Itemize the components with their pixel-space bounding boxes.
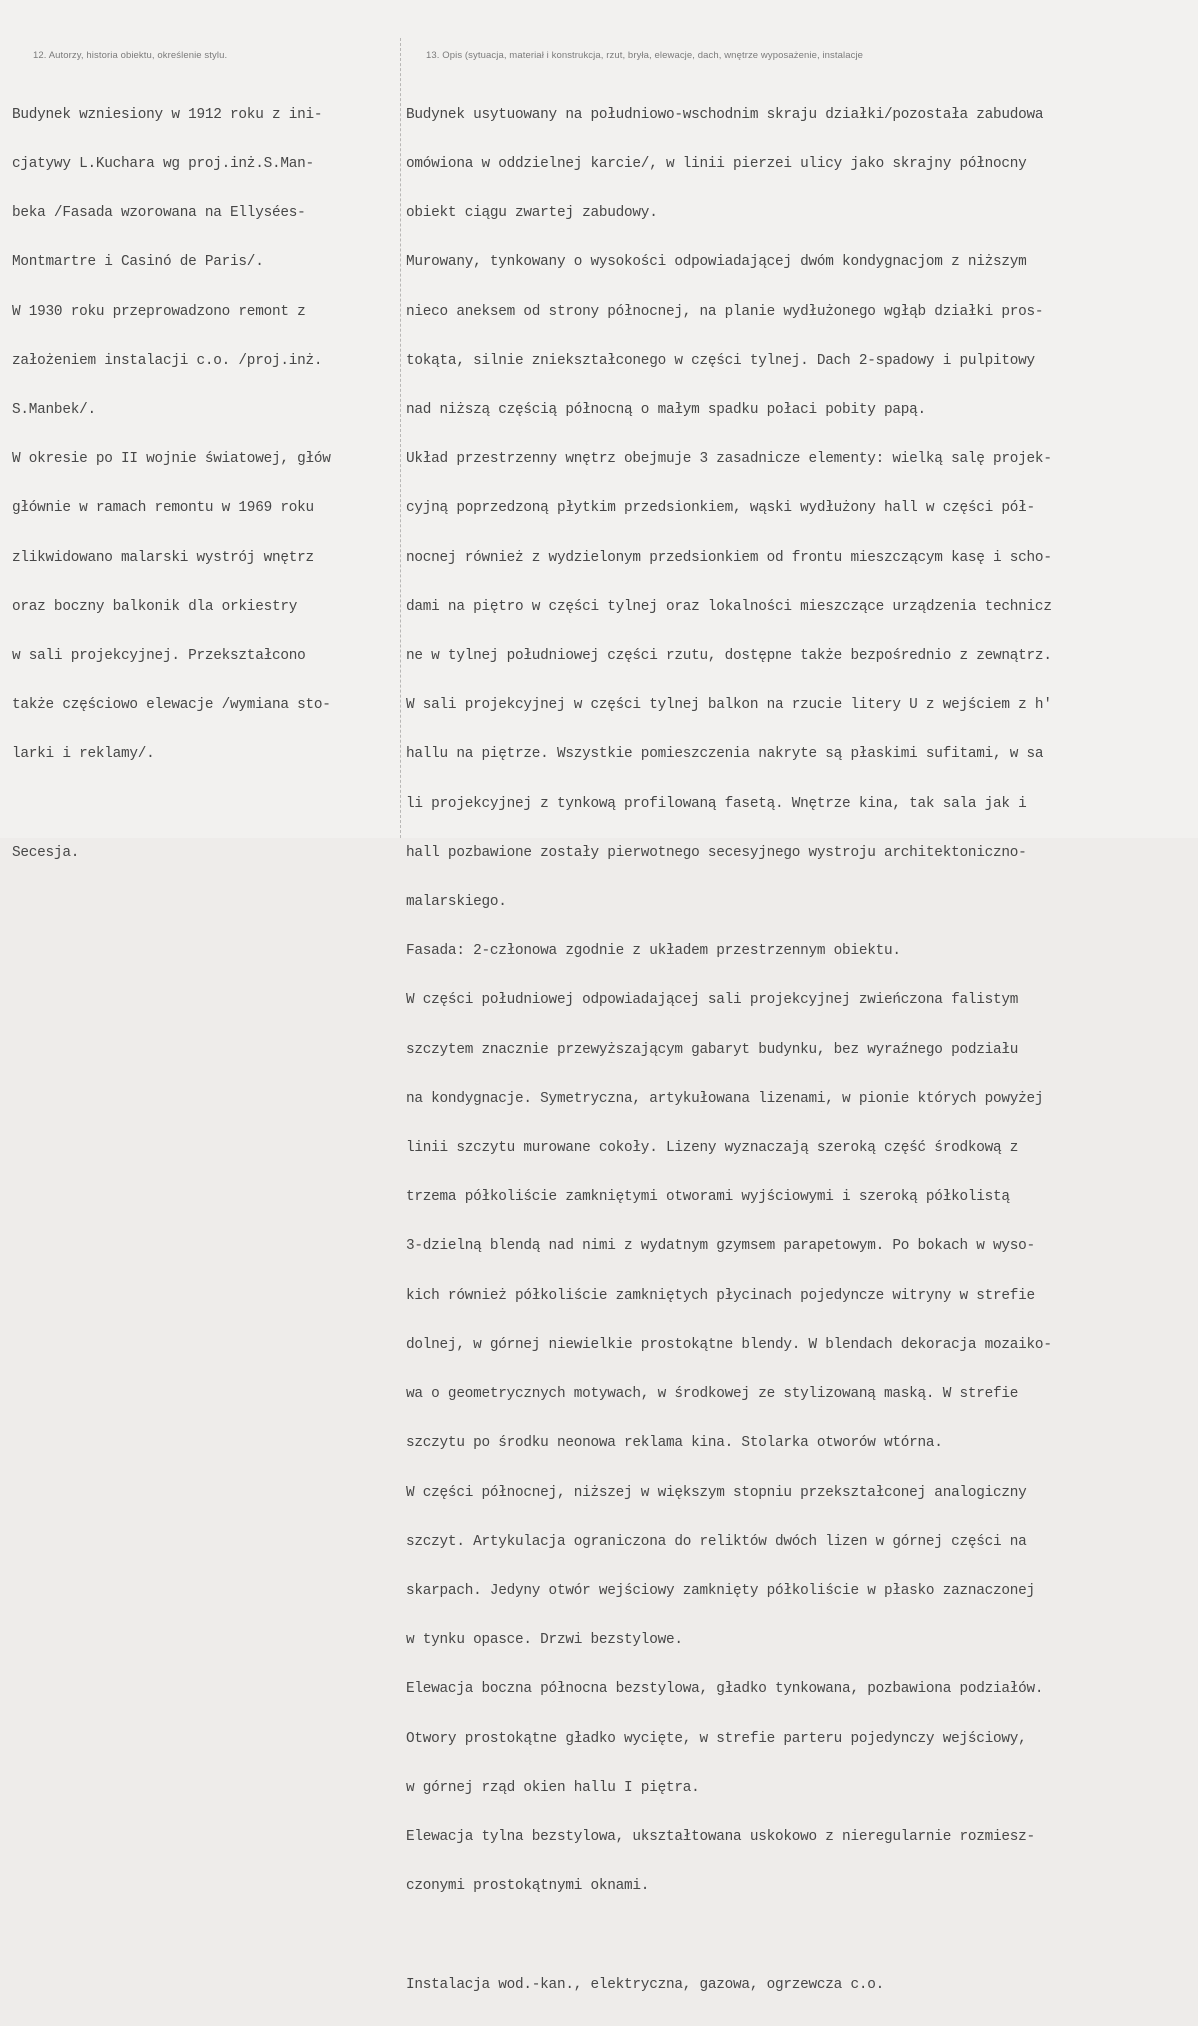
text-line: nieco aneksem od strony północnej, na planie wydłużonego wgłąb działki pros- <box>406 303 1044 320</box>
text-line: na kondygnacje. Symetryczna, artykułowana lizenami, w pionie których powyżej <box>406 1090 1044 1107</box>
text-line: szczytu po środku neonowa reklama kina. Stolarka otworów wtórna. <box>406 1435 943 1452</box>
text-line: czonymi prostokątnymi oknami. <box>406 1878 650 1895</box>
text-line: kich również półkoliście zamkniętych płycinach pojedyncze witryny w strefie <box>406 1287 1035 1304</box>
text-line: S.Manbek/. <box>12 402 96 419</box>
text-line: larki i reklamy/. <box>12 746 155 763</box>
text-line: dolnej, w górnej niewielkie prostokątne blendy. W blendach dekoracja mozaiko- <box>406 1336 1052 1353</box>
text-line: malarskiego. <box>406 894 507 911</box>
text-line: Układ przestrzenny wnętrz obejmuje 3 zasadnicze elementy: wielką salę projek- <box>406 451 1052 468</box>
left-column-text <box>12 74 331 894</box>
style-label: Secesja. <box>12 844 80 861</box>
text-line: cyjną poprzedzoną płytkim przedsionkiem, wąski wydłużony hall w części pół- <box>406 500 1035 517</box>
text-line: W okresie po II wojnie światowej, głów <box>12 451 331 468</box>
blank-line <box>406 1927 1052 1943</box>
header-description: 13. Opis (sytuacja, materiał i konstrukcja, rzut, bryła, elewacje, dach, wnętrze wyposażenie, instalacje <box>426 50 864 61</box>
text-line: Budynek wzniesiony w 1912 roku z ini- <box>12 106 323 123</box>
text-line: w sali projekcyjnej. Przekształcono <box>12 648 306 665</box>
text-line: wa o geometrycznych motywach, w środkowej ze stylizowaną maską. W strefie <box>406 1386 1019 1403</box>
text-line: głównie w ramach remontu w 1969 roku <box>12 500 314 517</box>
text-line: W sali projekcyjnej w części tylnej balkon na rzucie litery U z wejściem z h' <box>406 697 1052 714</box>
text-line: dami na piętro w części tylnej oraz lokalności mieszczące urządzenia technicz <box>406 598 1052 615</box>
text-line: W części północnej, niższej w większym stopniu przekształconej analogiczny <box>406 1484 1027 1501</box>
text-line: obiekt ciągu zwartej zabudowy. <box>406 205 658 222</box>
text-line: linii szczytu murowane cokoły. Lizeny wyznaczają szeroką część środkową z <box>406 1140 1019 1157</box>
text-line: hall pozbawione zostały pierwotnego secesyjnego wystroju architektoniczno- <box>406 844 1027 861</box>
text-line: nad niższą częścią północną o małym spadku połaci pobity papą. <box>406 402 926 419</box>
text-line: Instalacja wod.-kan., elektryczna, gazowa, ogrzewcza c.o. <box>406 1976 884 1993</box>
text-line: oraz boczny balkonik dla orkiestry <box>12 598 298 615</box>
text-line: Montmartre i Casinó de Paris/. <box>12 254 264 271</box>
text-line: hallu na piętrze. Wszystkie pomieszczenia nakryte są płaskimi sufitami, w sa <box>406 746 1044 763</box>
column-divider <box>400 38 401 838</box>
right-column-text <box>406 74 1052 2026</box>
text-line: szczyt. Artykulacja ograniczona do reliktów dwóch lizen w górnej części na <box>406 1533 1027 1550</box>
text-line: cjatywy L.Kuchara wg proj.inż.S.Man- <box>12 156 314 173</box>
text-line: ne w tylnej południowej części rzutu, dostępne także bezpośrednio z zewnątrz. <box>406 648 1052 665</box>
text-line: szczytem znacznie przewyższającym gabaryt budynku, bez wyraźnego podziału <box>406 1041 1019 1058</box>
text-line: omówiona w oddzielnej karcie/, w linii pierzei ulicy jako skrajny północny <box>406 156 1027 173</box>
text-line: W 1930 roku przeprowadzono remont z <box>12 303 306 320</box>
text-line: skarpach. Jedyny otwór wejściowy zamknięty półkoliście w płasko zaznaczonej <box>406 1582 1035 1599</box>
text-line: Elewacja boczna północna bezstylowa, gładko tynkowana, pozbawiona podziałów. <box>406 1681 1044 1698</box>
text-line: w górnej rząd okien hallu I piętra. <box>406 1779 700 1796</box>
text-line: w tynku opasce. Drzwi bezstylowe. <box>406 1632 683 1649</box>
blank-line <box>12 796 331 812</box>
text-line: założeniem instalacji c.o. /proj.inż. <box>12 352 323 369</box>
text-line: beka /Fasada wzorowana na Ellysées- <box>12 205 306 222</box>
text-line: zlikwidowano malarski wystrój wnętrz <box>12 549 314 566</box>
text-line: także częściowo elewacje /wymiana sto- <box>12 697 331 714</box>
text-line: Elewacja tylna bezstylowa, ukształtowana uskokowo z nieregularnie rozmiesz- <box>406 1828 1035 1845</box>
text-line: trzema półkoliście zamkniętymi otworami wyjściowymi i szeroką półkolistą <box>406 1189 1010 1206</box>
text-line: li projekcyjnej z tynkową profilowaną fasetą. Wnętrze kina, tak sala jak i <box>406 795 1027 812</box>
text-line: Murowany, tynkowany o wysokości odpowiadającej dwóm kondygnacjom z niższym <box>406 254 1027 271</box>
text-line: 3-dzielną blendą nad nimi z wydatnym gzymsem parapetowym. Po bokach w wyso- <box>406 1238 1035 1255</box>
text-line: Fasada: 2-członowa zgodnie z układem przestrzennym obiektu. <box>406 943 901 960</box>
text-line: tokąta, silnie zniekształconego w części tylnej. Dach 2-spadowy i pulpitowy <box>406 352 1035 369</box>
text-line: nocnej również z wydzielonym przedsionkiem od frontu mieszczącym kasę i scho- <box>406 549 1052 566</box>
text-line: Otwory prostokątne gładko wycięte, w strefie parteru pojedynczy wejściowy, <box>406 1730 1027 1747</box>
text-line: W części południowej odpowiadającej sali projekcyjnej zwieńczona falistym <box>406 992 1019 1009</box>
text-line: Budynek usytuowany na południowo-wschodnim skraju działki/pozostała zabudowa <box>406 106 1044 123</box>
header-authors-history: 12. Autorzy, historia obiektu, określenie stylu. <box>33 50 228 61</box>
